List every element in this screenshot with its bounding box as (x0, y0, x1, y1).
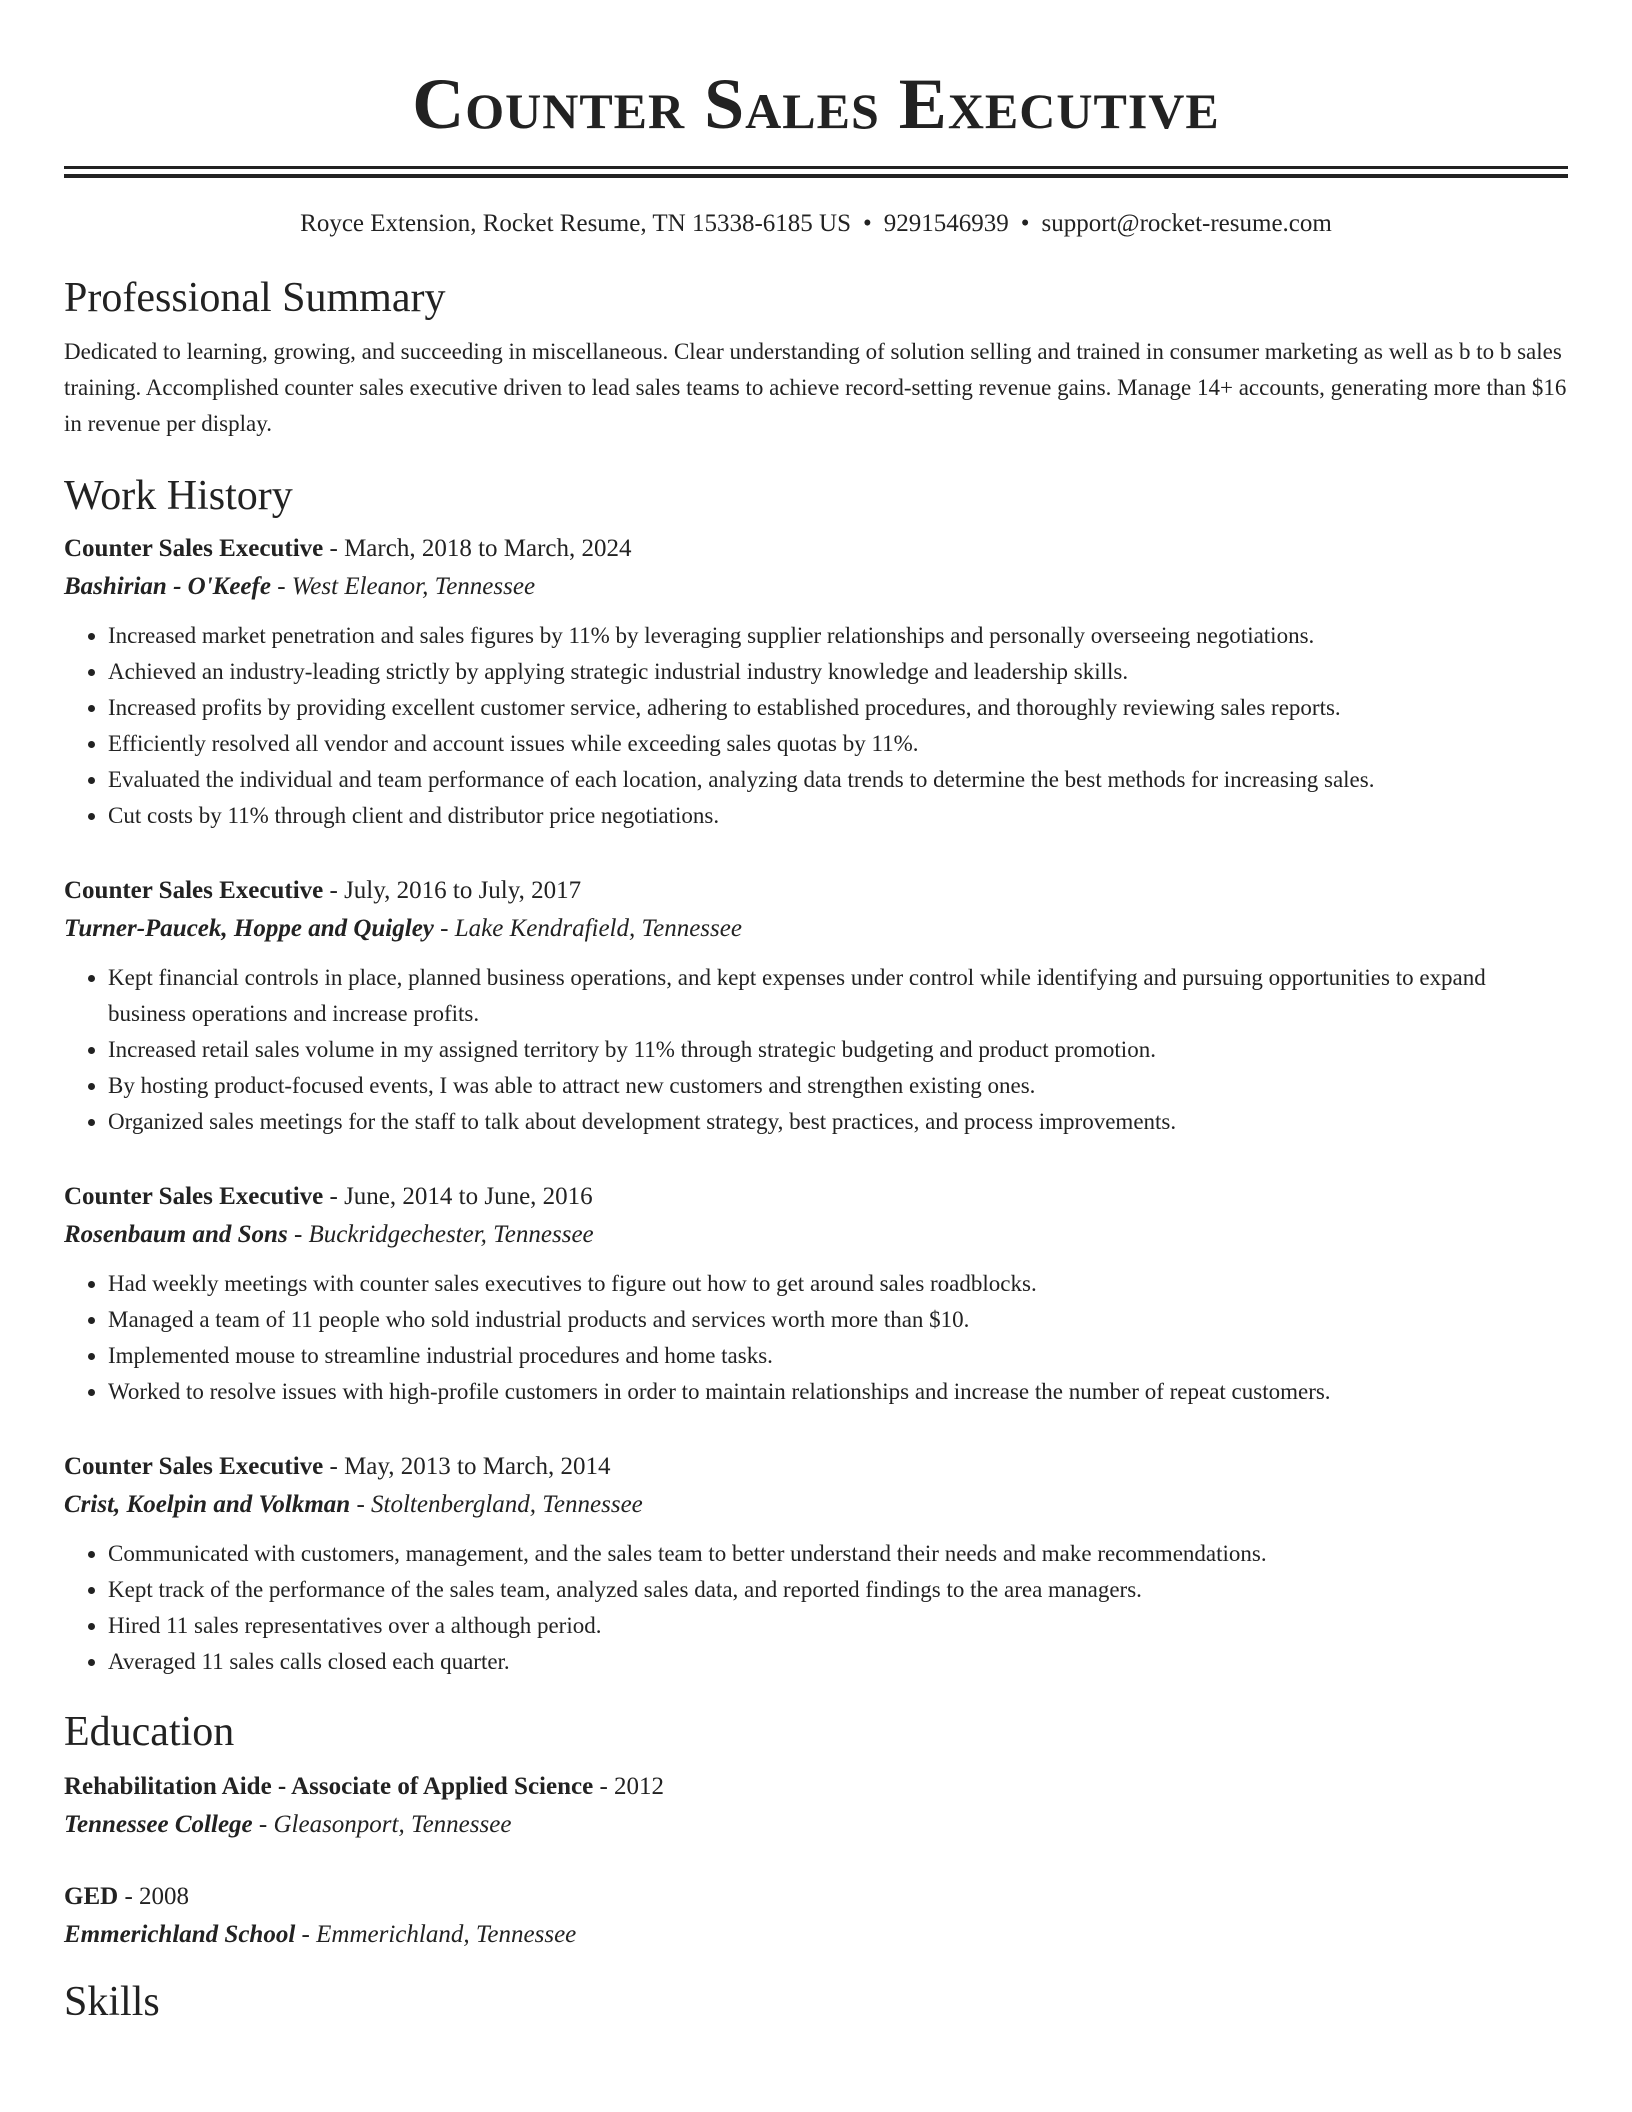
job-dash: - (323, 877, 345, 904)
job-role: Counter Sales Executive (64, 1453, 324, 1480)
job-dash: - (270, 573, 292, 600)
job-bullet: • Averaged 11 sales calls closed each quarter. (108, 1644, 1568, 1680)
job-company: Rosenbaum and Sons (64, 1221, 288, 1248)
education-entry (64, 1878, 1568, 1954)
job-bullet-list (64, 1536, 1568, 1680)
job-dates: May, 2013 to March, 2014 (344, 1453, 611, 1480)
job-bullet: • Managed a team of 11 people who sold industrial products and services worth more than $10. (108, 1302, 1568, 1338)
job-entry (64, 1178, 1568, 1410)
job-location: Lake Kendrafield, Tennessee (454, 915, 742, 942)
job-dates: July, 2016 to July, 2017 (344, 877, 582, 904)
job-bullet-list (64, 1266, 1568, 1410)
resume-page (64, 0, 1568, 2028)
job-role: Counter Sales Executive (64, 1183, 324, 1210)
job-dash: - (433, 915, 455, 942)
job-dash: - (323, 1453, 345, 1480)
job-bullet: • Efficiently resolved all vendor and account issues while exceeding sales quotas by 11%. (108, 726, 1568, 762)
contact-email: support@rocket-resume.com (1041, 210, 1332, 237)
school-line (64, 1806, 1568, 1844)
contact-phone: 9291546939 (883, 210, 1009, 237)
skills-heading: Skills (64, 1979, 160, 2025)
degree-name: Rehabilitation Aide - Associate of Applied Science (64, 1773, 594, 1800)
job-bullet: • Communicated with customers, management, and the sales team to better understand their needs and make recommendations. (108, 1536, 1568, 1572)
job-bullet: • Cut costs by 11% through client and distributor price negotiations. (108, 798, 1568, 834)
job-location: West Eleanor, Tennessee (291, 573, 536, 600)
education-heading: Education (64, 1709, 235, 1755)
summary-heading: Professional Summary (64, 275, 446, 321)
school-dash: - (252, 1811, 274, 1838)
degree-year: 2012 (614, 1773, 665, 1800)
job-bullet-list (64, 960, 1568, 1140)
degree-dash: - (593, 1773, 615, 1800)
contact-address: Royce Extension, Rocket Resume, TN 15338-6185 US (300, 210, 852, 237)
job-bullet: • Increased market penetration and sales figures by 11% by leveraging supplier relationships and personally overseeing negotiations. (108, 618, 1568, 654)
employer-line (64, 1216, 1568, 1254)
resume-title: Counter Sales Executive (412, 64, 1220, 144)
employer-line (64, 568, 1568, 606)
school-name: Tennessee College (64, 1811, 253, 1838)
job-bullet: • Increased profits by providing excellent customer service, adhering to established procedures, and thoroughly reviewing sales reports. (108, 690, 1568, 726)
job-location: Buckridgechester, Tennessee (308, 1221, 594, 1248)
job-bullet: • Kept track of the performance of the sales team, analyzed sales data, and reported findings to the area managers. (108, 1572, 1568, 1608)
job-title-line (64, 1178, 1568, 1216)
contact-separator: • (1020, 210, 1030, 237)
job-dates: June, 2014 to June, 2016 (344, 1183, 593, 1210)
job-bullet-list (64, 618, 1568, 834)
job-dash: - (350, 1491, 372, 1518)
job-title-line (64, 530, 1568, 568)
employer-line (64, 1486, 1568, 1524)
job-bullet: • Increased retail sales volume in my assigned territory by 11% through strategic budgeting and product promotion. (108, 1032, 1568, 1068)
job-role: Counter Sales Executive (64, 535, 324, 562)
job-bullet: • Worked to resolve issues with high-profile customers in order to maintain relationships and increase the number of repeat customers. (108, 1374, 1568, 1410)
degree-line (64, 1878, 1568, 1916)
school-location: Gleasonport, Tennessee (273, 1811, 512, 1838)
job-title-line (64, 872, 1568, 910)
job-bullet: • Evaluated the individual and team performance of each location, analyzing data trends to determine the best methods for increasing sales. (108, 762, 1568, 798)
job-title-line (64, 1448, 1568, 1486)
degree-year: 2008 (139, 1883, 190, 1910)
summary-text: Dedicated to learning, growing, and succeeding in miscellaneous. Clear understanding of solution selling and trained in consumer marketing as well as b to b sales training. Accomplished counter sales executive driven to lead sales teams to achieve record-setting revenue gains. Manage 14+ accounts, generating more than $16 in revenue per display. (64, 339, 1567, 436)
education-list (64, 1768, 1568, 1954)
job-bullet: • Organized sales meetings for the staff to talk about development strategy, best practices, and process improvements. (108, 1104, 1568, 1140)
job-location: Stoltenbergland, Tennessee (371, 1491, 643, 1518)
work-history-list (64, 530, 1568, 1680)
job-entry (64, 1448, 1568, 1680)
job-bullet: • Implemented mouse to streamline industrial procedures and home tasks. (108, 1338, 1568, 1374)
contact-separator: • (863, 210, 872, 237)
job-bullet: • Had weekly meetings with counter sales executives to figure out how to get around sales roadblocks. (108, 1266, 1568, 1302)
contact-line (64, 208, 1568, 240)
job-dates: March, 2018 to March, 2024 (344, 535, 632, 562)
job-role: Counter Sales Executive (64, 877, 324, 904)
job-dash: - (287, 1221, 309, 1248)
title-divider (64, 166, 1568, 178)
job-dash: - (323, 1183, 345, 1210)
job-entry (64, 872, 1568, 1140)
school-location: Emmerichland, Tennessee (316, 1921, 577, 1948)
job-dash: - (323, 535, 345, 562)
job-bullet: • Kept financial controls in place, planned business operations, and kept expenses under control while identifying and pursuing opportunities to expand business operations and increase profits. (108, 960, 1568, 1032)
education-entry (64, 1768, 1568, 1844)
work-history-heading: Work History (64, 473, 293, 519)
employer-line (64, 910, 1568, 948)
degree-line (64, 1768, 1568, 1806)
school-line (64, 1916, 1568, 1954)
job-entry (64, 530, 1568, 834)
job-bullet: • Hired 11 sales representatives over a although period. (108, 1608, 1568, 1644)
job-company: Bashirian - O'Keefe (64, 573, 271, 600)
degree-dash: - (118, 1883, 140, 1910)
job-company: Turner-Paucek, Hoppe and Quigley (64, 915, 434, 942)
school-name: Emmerichland School (64, 1921, 296, 1948)
job-bullet: • By hosting product-focused events, I was able to attract new customers and strengthen existing ones. (108, 1068, 1568, 1104)
degree-name: GED (64, 1883, 119, 1910)
school-dash: - (295, 1921, 317, 1948)
job-company: Crist, Koelpin and Volkman (64, 1491, 351, 1518)
job-bullet: • Achieved an industry-leading strictly by applying strategic industrial industry knowledge and leadership skills. (108, 654, 1568, 690)
